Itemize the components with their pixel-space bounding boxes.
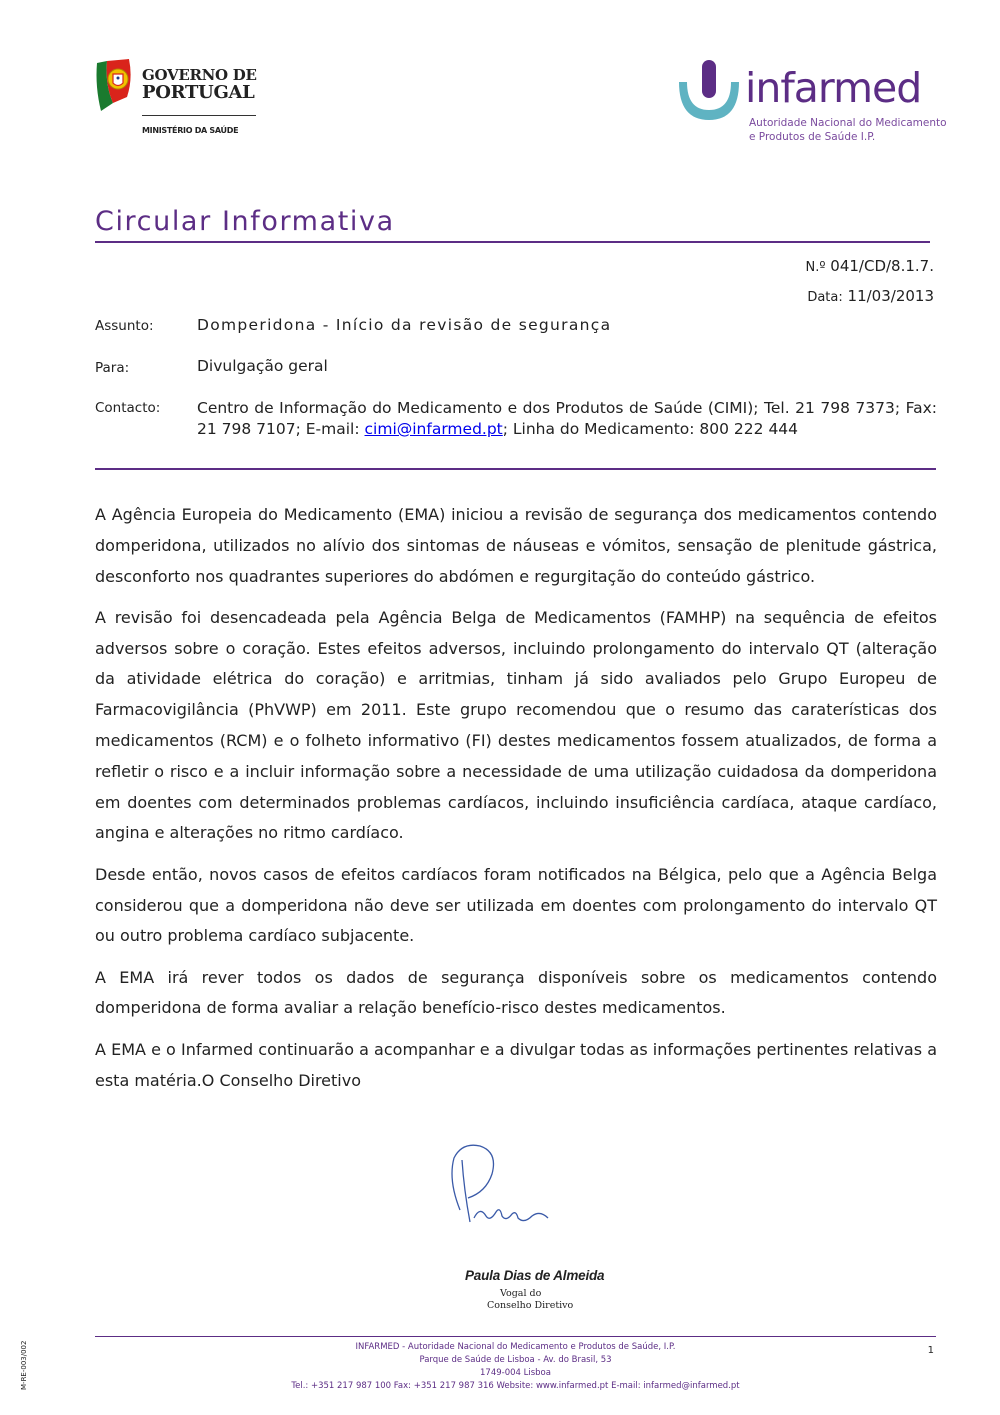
to-value: Divulgação geral	[197, 357, 328, 375]
gov-logo-line1: GOVERNO DE	[142, 66, 257, 84]
circular-number	[806, 257, 934, 275]
signer-name: Paula Dias de Almeida	[465, 1268, 605, 1283]
body-paragraph: A EMA e o Infarmed continuarão a acompanhar e a divulgar todas as informações pertinentes relativas a esta matéria.O Conselho Diretivo	[95, 1039, 937, 1090]
footer-line1: INFARMED - Autoridade Nacional do Medicamento e Produtos de Saúde, I.P.	[355, 1342, 676, 1352]
metadata-divider	[95, 468, 936, 470]
circular-number-value: 041/CD/8.1.7.	[830, 257, 934, 275]
to-label: Para:	[95, 360, 130, 376]
footer-divider	[95, 1336, 936, 1337]
signer-role-line2: Conselho Diretivo	[487, 1300, 574, 1311]
circular-date	[807, 287, 934, 305]
infarmed-subtitle-line1: Autoridade Nacional do Medicamento	[749, 117, 947, 129]
contact-value	[197, 398, 937, 440]
body-paragraph: Desde então, novos casos de efeitos cardíacos foram notificados na Bélgica, pelo que a Agência Belga considerou que a domperidona não deve ser utilizada em doentes com prolongamento do intervalo QT ou outro problema cardíaco subjacente.	[95, 864, 937, 946]
signer-role-line1: Vogal do	[500, 1288, 542, 1299]
gov-logo-line2: PORTUGAL	[142, 82, 255, 103]
portugal-coat-of-arms-icon	[93, 57, 135, 113]
contact-label: Contacto:	[95, 400, 161, 416]
body-paragraph: A Agência Europeia do Medicamento (EMA) iniciou a revisão de segurança dos medicamentos contendo domperidona, utilizados no alívio dos sintomas de náuseas e vómitos, sensação de plenitude gástrica, desconforto nos quadrantes superiores do abdómen e regurgitação do conteúdo gástrico.	[95, 505, 937, 586]
page-number: 1	[927, 1345, 934, 1356]
infarmed-brand-name: infarmed	[745, 64, 922, 112]
title-divider	[95, 241, 930, 243]
body-paragraph: A revisão foi desencadeada pela Agência Belga de Medicamentos (FAMHP) na sequência de efeitos adversos sobre o coração. Estes efeitos adversos, incluindo prolongamento do intervalo QT (alteração da atividade elétrica do coração) e arritmias, tinham já sido avaliados pelo Grupo Europeu de Farmacovigilância (PhVWP) em 2011. Este grupo recomendou que o resumo das caraterísticas dos medicamentos (RCM) e o folheto informativo (FI) destes medicamentos fossem atualizados, de forma a refletir o risco e a incluir informação sobre a necessidade de uma utilização cuidadosa da domperidona em doentes com determinados problemas cardíacos, incluindo insuficiência cardíaca, ataque cardíaco, angina e alterações no ritmo cardíaco.	[95, 607, 937, 843]
contact-text-before: Centro de Informação do Medicamento e dos Produtos de Saúde (CIMI); Tel. 21 798 7373; Fax: 21 798 7107; E-mail:	[197, 399, 937, 438]
footer-line3: 1749-004 Lisboa	[480, 1368, 551, 1378]
document-title: Circular Informativa	[95, 206, 395, 237]
gov-logo-divider	[142, 115, 256, 116]
date-label: Data:	[807, 290, 843, 305]
subject-value: Domperidona - Início da revisão de segurança	[197, 316, 612, 334]
date-value: 11/03/2013	[847, 287, 934, 305]
infarmed-subtitle-line2: e Produtos de Saúde I.P.	[749, 131, 876, 143]
handwritten-signature	[440, 1140, 570, 1235]
document-body	[95, 500, 937, 1107]
document-code: M-RE-003/002	[20, 1340, 28, 1390]
contact-text-after: ; Linha do Medicamento: 800 222 444	[502, 420, 799, 438]
footer-line4: Tel.: +351 217 987 100 Fax: +351 217 987 316 Website: www.infarmed.pt E-mail: infarmed@infarmed.pt	[291, 1381, 740, 1391]
subject-label: Assunto:	[95, 318, 154, 334]
body-paragraph: A EMA irá rever todos os dados de segurança disponíveis sobre os medicamentos contendo domperidona de forma avaliar a relação benefício-risco destes medicamentos.	[95, 967, 937, 1018]
footer-line2: Parque de Saúde de Lisboa - Av. do Brasil, 53	[419, 1355, 612, 1365]
contact-email-link[interactable]: cimi@infarmed.pt	[364, 420, 503, 438]
circular-number-label: N.º	[805, 260, 826, 275]
gov-logo-ministry: MINISTÉRIO DA SAÚDE	[142, 126, 239, 135]
infarmed-emblem-icon	[676, 58, 742, 124]
